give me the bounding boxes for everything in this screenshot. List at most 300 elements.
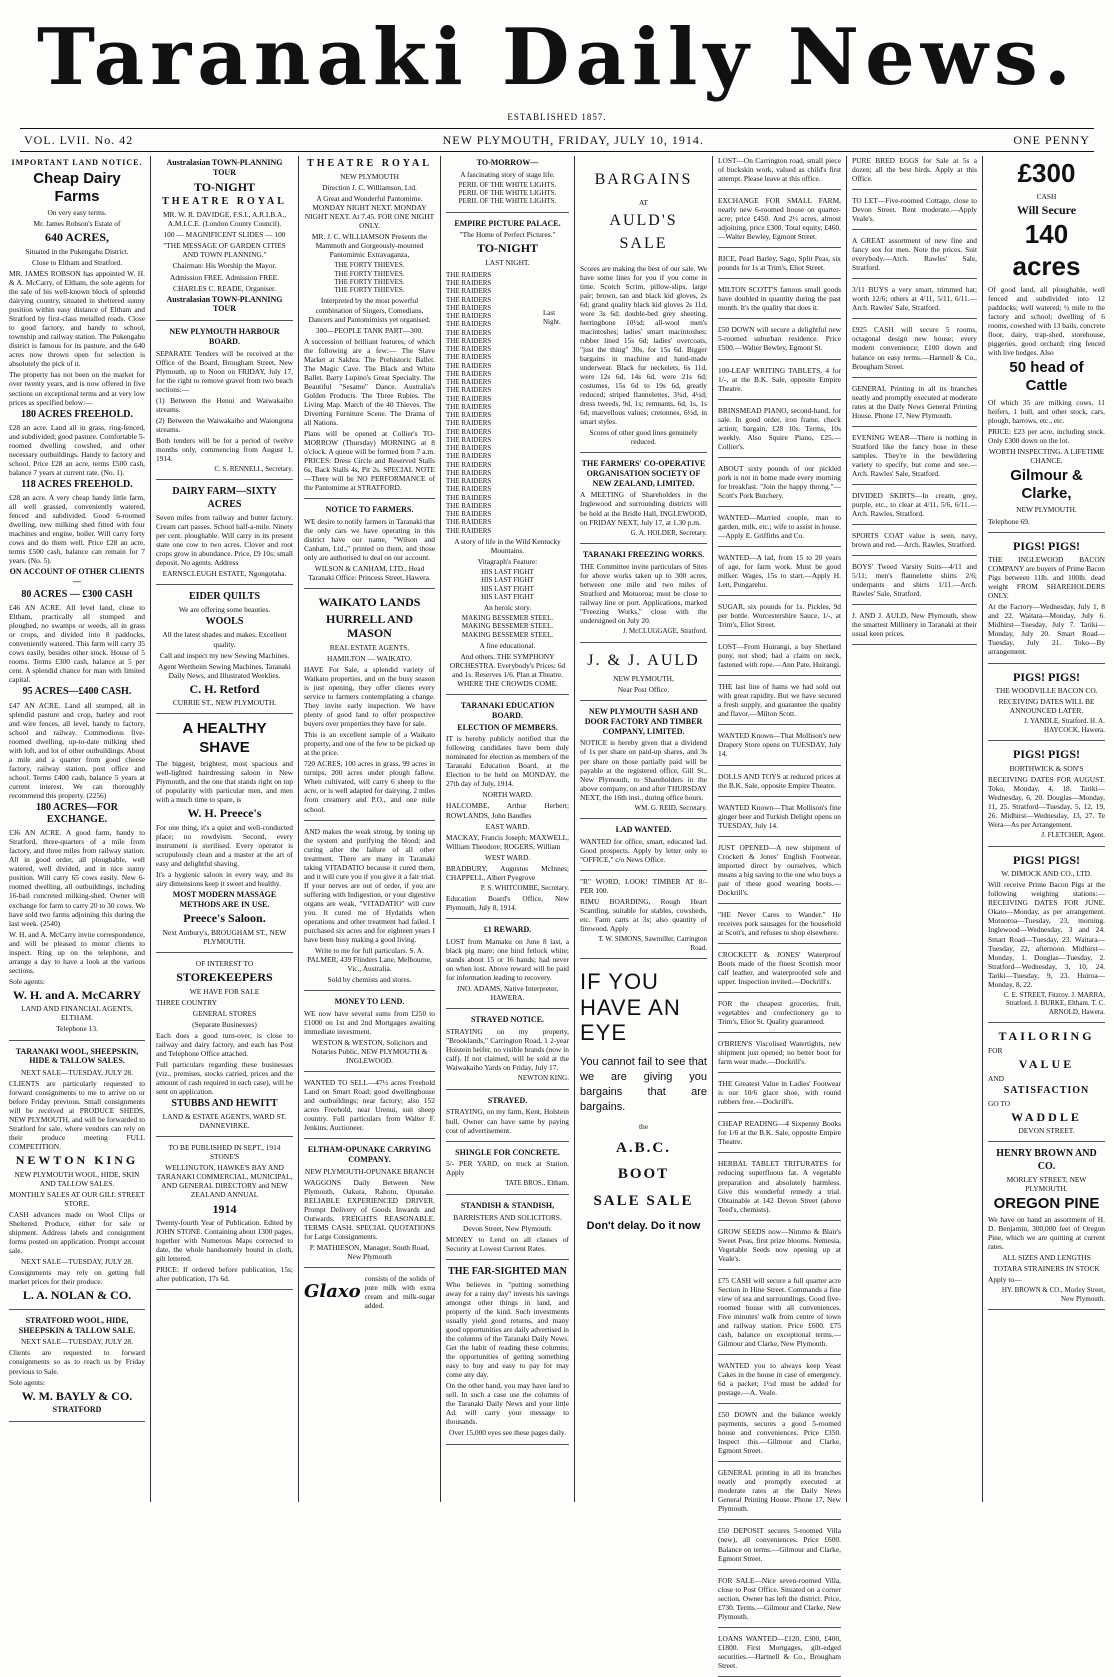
ward-name: WEST WARD. [484, 852, 531, 862]
list-item: THE RAIDERS [446, 295, 492, 304]
ad-text: DEVON STREET. [1018, 1126, 1075, 1136]
ad-text: "THE MESSAGE OF GARDEN CITIES AND TOWN PLANNING." [163, 241, 286, 260]
classified-ad [718, 513, 841, 547]
ad-text: Close to Eltham and Stratford. [31, 258, 123, 268]
ad-text: "HE Never Cares to Wander." He receives pork sausages for the household at Scott's, and refuses to shop elsewhere. [718, 909, 841, 937]
ad-heading: ELECTION OF MEMBERS. [457, 722, 558, 732]
ad-text: NEW PLYMOUTH. [1016, 505, 1077, 515]
tomorrow-ad [446, 158, 569, 213]
lot-heading: ON ACCOUNT OF OTHER CLIENTS— [9, 567, 145, 587]
classified-ad [852, 236, 977, 279]
ad-slogan: Don't delay. Do it now [586, 1219, 701, 1232]
ad-title: AULD'S [609, 211, 678, 229]
list-item: PERIL OF THE WHITE LIGHTS. [458, 197, 557, 206]
ad-text: LOST from Mamaku on June 8 last, a black pig mare; one hind fetlock white; stands about 15 or 16 hands; had never on when lost. Above reward will be paid for information leading to recovery. [446, 937, 569, 983]
ad-text: FOR SALE—Nice seven-roomed Villa, close to Post Office. Situated on a corner section. Owner has left the district. Price, £730. Terms.—Gilmour and Clarke, New Plymouth. [718, 1575, 841, 1621]
sash-factory-notice [580, 707, 707, 819]
classified-ad [718, 196, 841, 248]
woodville-pigs-ad [988, 670, 1105, 742]
classified-ad [718, 1361, 841, 1404]
preece-shave-ad [156, 720, 293, 953]
thieves-list [304, 261, 435, 294]
ad-text: 300—PEOPLE TANK PART—300. [315, 325, 424, 335]
lot-heading: 118 ACRES FREEHOLD. [21, 478, 133, 490]
classified-ad [718, 406, 841, 458]
ad-title: 1914 [212, 1201, 237, 1216]
retford-ad [156, 591, 293, 714]
ad-text: GROW SEEDS now—Nimmo & Blair's Sweet Peas, first prize blooms. Nemesia, Vegetable Seeds now opening up at Veale's. [718, 1226, 841, 1263]
ad-title: BARGAINS [594, 171, 693, 188]
ad-text: THREE COUNTRY [156, 997, 217, 1007]
ad-heading: THE FARMERS' CO-OPERATIVE ORGANISATION SOCIETY OF NEW ZEALAND, LIMITED. [581, 459, 706, 488]
ad-signature: EARNSCLEUGH ESTATE, Ngongotaha. [162, 569, 287, 579]
ad-signature: WILSON & CANHAM, LTD., Head Taranaki Office: Princess Street, Hawera. [308, 564, 431, 583]
ad-text: MR. JAMES ROBSON has appointed W. H. & A. McCarry, of Eltham, the sole agents for the sale of his well-known block of splendid dairying country, situated in sheltered sunny position within easy distance of Eltham and Stratford by first-class metalled roads. Close to good factory, and handy to school, township and railway station. The Pukengahu district is famous for its pasture, and the 640 acres now thrown open for selection is absolutely the pick of it. [9, 269, 145, 369]
eye-headline [580, 969, 707, 1045]
ad-heading: STRAYED. [487, 1095, 528, 1105]
dairy-farms-ad [9, 158, 145, 1041]
ad-heading: TO-MORROW— [476, 158, 539, 167]
raiders-side-note: Last Night. [543, 308, 561, 326]
ad-text: AND [988, 1073, 1005, 1083]
classified-ad [718, 325, 841, 359]
ad-text: Situated in the Pukengahu District. [25, 247, 129, 257]
ad-text: GENERAL Printing in all its branches neatly and promptly executed at moderate rates at the Daily News General Printing House. Phone 17, New Plymouth. [852, 383, 977, 420]
columns [4, 156, 1110, 1670]
ad-text: £925 CASH will secure 5 rooms, octagonal design new house; every modern convenience; £100 down and balance on easy terms.—Hartnell & Co., Brougham Street. [852, 325, 977, 371]
ad-text: Scores are making the best of our sale. We have some lines for you if you come in time. Scotch Scrim, pillow-slips, large pair; brown, tan and black kid gloves, 2s 6d; grand quality black kid gloves 2s 11d, were 3s 6d; double-bed grey sheeting, herringbone 10½d; all-wool men's macintoshes; ladies' smart macintoshes; rubber lined 15s 6d; ladies' overcoats, "just the thing" 30s, for 15s 6d. Bigger bargains in machine and hand-made underwear. Black fur neckelets, 6s 11d, were 12s 6d, 14s 6d, were 21s 6d; costumes, 15s 6d to 19s 6d, greatly reduced; striped flannelettes, 3¾d, 4½d; dress tweeds, 9d, 1s; remnants, 6d, 1s, 1s 6d; marvellous values; cretonnes, 6½d, in smart styles. [580, 263, 707, 427]
list-item: THE RAIDERS [446, 312, 492, 321]
ad-signature: P. MATHIESON, Manager, South Road, New Plymouth [309, 1242, 430, 1261]
ad-text: PRICE: If ordered before publication, 15s; after publication, 17s 6d. [156, 1265, 293, 1284]
directory-ad [156, 1143, 293, 1290]
ad-text: LAST NIGHT. [485, 257, 530, 267]
ad-heading: MONEY TO LEND. [334, 997, 405, 1007]
list-item: THE RAIDERS [446, 353, 492, 362]
ad-text: Twenty-fourth Year of Publication. Edited by JOHN STONE. Containing about 1300 pages, together with Numerous Maps corrected to date, the whole handsomely bound in cloth, gilt lettered. [156, 1218, 293, 1264]
column-5 [574, 156, 712, 1502]
ad-text: MR. J. C. WILLIAMSON Presents the Mammoth and Gorgeously-mounted Pantomimic Extravaganza, [311, 232, 428, 260]
classified-ad [718, 1039, 841, 1073]
ad-text: Scores of other good lines genuinely reduced. [589, 428, 698, 447]
classified-ad [852, 531, 977, 556]
ad-text: SPORTS COAT value is seen, navy, brown and red.—Arch. Rawles, Stratford. [852, 530, 977, 549]
ad-text: ABOUT sixty pounds of our pickled pork is not in home made every morning for breakfast. "Join the happy throng."—Scott's Pork Butchery. [718, 463, 841, 500]
venue-name: THEATRE ROYAL [162, 196, 287, 208]
ad-signature: J. McCLUGGAGE, Stratford. [622, 627, 707, 636]
agent-name: HURRELL AND MASON [325, 611, 414, 641]
ad-heading: TARANAKI FREEZING WORKS. [582, 550, 705, 560]
ad-text: IT is hereby publicly notified that the following candidates have been duly nominated for election as members of the Taranaki Education Board, at the Election to be held on MONDAY, the 27th day of July, 1914. [446, 734, 569, 789]
ad-title: SALE SALE [593, 1192, 694, 1209]
list-item: HIS LAST FIGHT [481, 584, 534, 593]
ad-text: Both tenders will be for a period of twelve months only, commencing from August 1, 1914. [156, 435, 293, 463]
ad-text: (2) Between the Waiwakaiho and Waiongona streams. [156, 415, 293, 434]
ad-heading: Australasian TOWN-PLANNING TOUR [166, 294, 283, 314]
ad-text: CASH advances made on Wool Clips or Sheltered Produce, either for sale or shipment. Address labels and consignment forms posted on application. Prompt account sale. [9, 1210, 145, 1256]
ad-text: STRAYING on my property, "Brooklands," Carrington Road, 1 2-year Hoistein heifer, no visible brands (now in calf). If not claimed, will be sold at the Waiwakaiho Yards on Friday, July 17. [446, 1027, 569, 1073]
ad-text: Sold by chemists and stores. [327, 975, 412, 985]
ad-text: 3/11 BUYS a very smart, trimmed hat; worth 12/6; others at 4/11, 5/11, 6/11.—Arch. Rawles' Sale, Stratford. [852, 285, 977, 313]
list-item: THE RAIDERS [446, 378, 492, 387]
perils-list [446, 181, 569, 206]
ad-text: ALL SIZES AND LENGTHS [1002, 1253, 1091, 1263]
ad-text: (1) Between the Henui and Waiwakaiho streams. [156, 395, 293, 414]
ad-text: BOYS' Tweed Varsity Suits—4/11 and 5/11; men's flannelette shirts 2/6; underpants and shirts 1/11.—Arch. Rawles' Sale, Stratford. [852, 562, 977, 599]
list-item: PERIL OF THE WHITE LIGHTS. [458, 189, 557, 198]
ad-text: The property has not been on the market for over twenty years, and is now offered in five sections on exceptional terms and at very low prices as specified below:— [9, 370, 145, 407]
ad-text: Full particulars regarding these businesses (viz., premises, stocks carried, prices and the amount of cash required in each case), will be sent on application. [156, 1059, 293, 1097]
ad-text: CASH [1036, 191, 1057, 201]
list-item: THE FORTY THIEVES. [334, 269, 405, 278]
ad-heading: STANDISH & STANDISH, [460, 1200, 555, 1210]
classified-ad [718, 1468, 841, 1520]
ad-text: LOANS WANTED—£120, £300, £400, £1800. First Mortgages, gilt-edged securities.—Hartnell & Co., Brougham Street. [718, 1633, 841, 1670]
ad-title: PIGS! PIGS! [1012, 852, 1080, 867]
ad-text: WORTH INSPECTING. A LIFETIME CHANCE. [988, 446, 1105, 465]
ad-text: NEW PLYMOUTH [340, 172, 399, 182]
list-item: HIS LAST FIGHT [481, 568, 534, 577]
place-date: NEW PLYMOUTH, FRIDAY, JULY 10, 1914. [442, 132, 704, 147]
agent-name: NEWTON KING [15, 1153, 139, 1168]
ad-heading: WOOLS [205, 616, 244, 628]
classified-ad [718, 1227, 841, 1270]
classified-ad [718, 1079, 841, 1113]
column-4 [440, 156, 574, 1502]
ad-text: Clients are requested to forward consignments so as to reach us by Friday previous to Sale. [9, 1348, 145, 1376]
list-item: THE RAIDERS [446, 468, 492, 477]
ad-text: LOST—On Carrington road, small piece of buckskin work, valued as child's first attempt. Please leave at this office. [718, 156, 841, 184]
ad-signature: C. E. STREET, Fitzroy. J. MARRA, Stratford. J. BURKE, Eltham. T. C. ARNOLD, Hawera. [1003, 990, 1105, 1016]
ad-heading: NEW PLYMOUTH SASH AND DOOR FACTORY AND TIMBER COMPANY, LIMITED. [584, 707, 703, 736]
column-7 [846, 156, 982, 1502]
empire-pictures-ad [446, 219, 569, 695]
ad-text: NOTICE is hereby given that a dividend of 1s per share on paid-up shares, and 3s per share on those partially paid will be payable at the registered office, Gill St., New Plymouth, to Shareholders in the above company, on and after THURSDAY NEXT, the 16th inst., during office hours. [580, 738, 707, 802]
list-item: THE RAIDERS [446, 394, 492, 403]
ad-text: FOR [988, 1045, 1003, 1055]
ad-heading: Australasian TOWN-PLANNING TOUR [166, 158, 283, 177]
education-board-notice [446, 701, 569, 919]
ad-text: PRICE: £23 per acre, including stock. Only £300 down on the lot. [988, 426, 1105, 445]
ad-text: Education Board's Office, New Plymouth, July 8, 1914. [446, 894, 569, 913]
reward-notice [446, 925, 569, 1009]
ad-signature: TATE BROS., Eltham. [505, 1179, 569, 1188]
agent-name: W. M. BAYLY & CO. [21, 1388, 133, 1403]
list-item: MAKING BESSEMER STEEL. [461, 630, 554, 639]
ad-heading: SHINGLE FOR CONCRETE. [455, 1147, 560, 1157]
ad-heading: STRAYED NOTICE. [470, 1015, 545, 1025]
classified-ad [718, 803, 841, 837]
classified-ad [718, 1576, 841, 1628]
ad-text: 720 ACRES, 100 acres in grass, 99 acres in turnips, 200 acres under plough fallow. When cultivated, will carry 6 sheep to the acre, or is well adapted for dairying. 2 miles from creamery and P.O., and one mile school. [304, 759, 435, 814]
ad-title: TO-NIGHT [476, 241, 539, 256]
classified-ad [718, 1159, 841, 1220]
ad-text: BRADBURY, Augustus McInnes; CHAPPELL, Albert Pyegrove [446, 863, 569, 882]
ad-text: RECEIVING DATES WILL BE ANNOUNCED LATER. [998, 697, 1095, 716]
classified-ad [718, 950, 841, 993]
newspaper-title: Taranaki Daily News. [37, 12, 1077, 103]
ad-text: A succession of brilliant features, of which the following are a few:— The Slave Market at Sakhra. The Prehistoric Ballet. The Magic Cave. The Black and White Ballet. Barry Lupino's Great Specialty. The Beautiful "Sesame" Dance. Australia's Golden Products. The Three Rubies. The Living Map. March of the 40 Thieves. The Diverting Furniture Scene. The Drama of all Nations. [304, 336, 435, 427]
ad-text: Telephone 13. [56, 1024, 98, 1034]
eye-line: HAVE AN [580, 994, 681, 1020]
ad-title: BOOT [617, 1166, 670, 1183]
ad-title: PIGS! PIGS! [1012, 747, 1080, 762]
ad-text: Write to me for full particulars. S. A. PALMER, 439 Flinders Lane, Melbourne, Vic., Australia. [307, 945, 432, 973]
ad-signature: P. S. WHITCOMBE, Secretary. [480, 883, 569, 892]
ad-text: Direction J. C. Williamson, Ltd. [322, 183, 417, 193]
ad-text: WANTED you to always keep Yeast Cakes in the house in case of emergency. 6d a packet; 1½d must be added for postage.—A. Veale. [718, 1361, 841, 1398]
classified-ad [852, 562, 977, 605]
ad-text: WE desire to notify farmers in Taranaki that the only cars we have operating in this district have our name, "Wilson and Canham, Ltd.," printed on them, and those only are authorised to deal on our account. [304, 516, 435, 562]
agent-name: Gilmour & Clarke, [1010, 466, 1083, 503]
ad-text: HERBAL TABLET TRITURATES for reducing superfluous fat. A vegetable preparation and absolutely harmless. Give this wonderful remedy a trial. Obtainable at 142 Devon Street (above Teed's, chemists). [718, 1159, 841, 1214]
ad-text: Near Post Office. [617, 685, 670, 695]
lot-heading: 95 ACRES—£400 CASH. [22, 686, 132, 698]
column-3 [298, 156, 440, 1502]
ad-text: 100-LEAF WRITING TABLETS, 4 for 1/-, at the B.K. Sale, opposite Empire Theatre. [718, 365, 841, 393]
ad-text: WANTED—Married couple, man to garden, milk, etc.; wife to assist in house.—Apply E. Griffiths and Co. [718, 512, 841, 540]
ad-signature: WESTON & WESTON, Solicitors and Notaries Public, NEW PLYMOUTH & INGLEWOOD. [311, 1037, 428, 1065]
ad-signature: T. W. SIMONS, Sawmiller, Carrington Road. [598, 935, 707, 952]
ad-heading: NEW PLYMOUTH HARBOUR BOARD. [169, 327, 280, 346]
shingle-ad [446, 1148, 569, 1195]
classified-ad [718, 772, 841, 797]
ad-text: £28 an acre. Land all in grass, ring-fenced, and subdivided; good pasture. Comfortable 5-roomed dwelling cowshed, and other necessary outbuildings. Handy to factory and school. Price £28 an acre, terms £500 cash, balance 7 years at current rate. (No. 1). [9, 422, 145, 477]
classified-ad [718, 731, 841, 765]
list-item: THE RAIDERS [446, 328, 492, 337]
ad-signature: J. FLETCHER, Agent. [1041, 831, 1105, 840]
classifieds-list [718, 156, 841, 1677]
ad-text: OF INTEREST TO [195, 959, 254, 969]
ad-text: And others. THE SYMPHONY ORCHESTRA. Everybody's Prices: 6d and 1s. Reserves 1/6. Plan at Theatre. WHERE THE CROWDS COME. [449, 651, 566, 688]
gilmour-clarke-ad [988, 158, 1105, 533]
ad-text: DIVIDED SKIRTS—In cream, grey, purple, etc., to clear at 4/11, 5/6, 6/11.—Arch. Rawles, Stratford. [852, 490, 977, 518]
ad-text: MONEY to Lend on all classes of Security at Lowest Current Rates. [446, 1234, 569, 1253]
agent-name: W. H. and A. McCARRY [12, 987, 142, 1002]
classified-ad [852, 285, 977, 319]
ad-text: Sole agents: [9, 1377, 45, 1387]
ad-text: £50 DEPOSIT secures 5-roomed Villa (new), all conveniences. Price £600. Balance on terms.—Gilmour and Clarke, Egmont Street. [718, 1526, 841, 1563]
ad-text: This is an excellent sample of a Waikato property, and one of the few to be picked up at the price. [304, 730, 435, 758]
ad-text: CURRIE ST., NEW PLYMOUTH. [172, 698, 277, 708]
ad-text: You cannot fail to see that we are giving you bargains that are bargains. [580, 1056, 707, 1113]
ad-title: THE FAR-SIGHTED MAN [448, 1265, 567, 1277]
list-item: THE RAIDERS [446, 427, 492, 436]
ad-text: W. H. and A. McCarry invite correspondence, and will be pleased to motor clients to inspect. Ring up on the telephone, and arrange a day to have a look at the various sections. [9, 929, 145, 975]
classified-ad [718, 602, 841, 636]
lot-heading: 80 ACRES — £300 CASH [21, 588, 133, 600]
classified-ad [718, 366, 841, 400]
ad-text: Plans will be opened at Collier's TO-MORROW (Thursday) MORNING at 8 o'clock. A queue will be formed from 7 a.m. PRICES: Dress Circle and Reserved Stalls 6s, Back Stalls 4s, Pit 2s. SPECIAL NOTE—There will be NO PERFORMANCE of the Pantomime at STRATFORD. [304, 428, 435, 493]
ad-title: SATISFACTION [1003, 1084, 1090, 1096]
ad-text: CHARLES C. READE, Organiser. [173, 283, 276, 293]
ad-text: MACKAY, Francis Joseph; MAXWELL, William Theodore; ROGERS, William [446, 832, 569, 851]
classified-ad [852, 491, 977, 525]
ad-title: STOREKEEPERS [176, 970, 273, 985]
ad-text: Sole agents: [9, 976, 45, 986]
list-item: THE RAIDERS [446, 419, 492, 428]
list-item: THE RAIDERS [446, 402, 492, 411]
ad-signature: C. S. RENNELL, Secretary. [214, 464, 293, 473]
wool-sales-ad [9, 1047, 145, 1310]
ad-text: £47 AN ACRE. Land all stumped, all in splendid pasture and crop, barley and root and wire fences, all level, handy to factory, school and railway. Commodious five-roomed dwelling, up-to-date milking shed with loft, and lot of other outbuildings. About a mile and a quarter from good cheese factory, railway station, post office and school. Terms £400 cash, balance 5 years at current interest. We can thoroughly recommend this property. (2256) [9, 700, 145, 800]
ad-text: Who believes in "putting something away for a rainy day" invests his savings amongst other things in land, and property of the kind. Such investments usually yield good returns, and many good opportunities are daily advertised in the columns of the Taranaki Daily News. Get the habit of reading these columns; the opportunities of getting something easy to buy and easy to pay for may come any day. [446, 1279, 569, 1380]
issue-price: ONE PENNY [1013, 132, 1090, 147]
ad-heading: ELTHAM-OPUNAKE CARRYING COMPANY. [307, 1145, 432, 1164]
venue-name: EMPIRE PICTURE PALACE. [454, 218, 561, 228]
classified-ad [852, 433, 977, 485]
venue-name: THEATRE ROYAL [307, 158, 432, 169]
list-item: HIS LAST FIGHT [481, 592, 534, 601]
ad-text: It's a hygienic saloon in every way, and its airy dimensions keep it sweet and healthy. [156, 869, 293, 888]
ad-text: BARRISTERS AND SOLICITORS. [453, 1212, 562, 1222]
ad-text: TOTARA STRAINERS IN STOCK [993, 1264, 1100, 1274]
ad-heading: MOST MODERN MASSAGE METHODS ARE IN USE. [172, 889, 277, 909]
list-item: THE RAIDERS [446, 361, 492, 370]
ad-text: consists of the solids of pure milk with extra cream and milk-sugar added. [364, 1274, 435, 1311]
ad-text: WANTED for office, smart, educated lad. Good prospects. Apply by letter only to "OFFICE," c/o News Office. [580, 836, 707, 864]
list-item: THE FORTY THIEVES. [334, 286, 405, 295]
ad-text: GENERAL STORES [192, 1008, 257, 1018]
ad-text: A story of life in the Wild Kentucky Mountains. [454, 536, 561, 555]
ad-text: 100 — MAGNIFICENT SLIDES — 100 [163, 230, 286, 240]
vitadatio-ad [304, 827, 435, 992]
ad-text: Of which 35 are milking cows, 11 heifers, 1 bull, and other stock, cars, plough, harrows, etc., etc. [988, 397, 1105, 425]
classified-ad [718, 156, 841, 190]
money-to-lend-ad [304, 997, 435, 1072]
ad-text: O'BRIEN'S Viscolised Watertights, new shipment just opened; no better boot for farm wear made.—Dockrill's. [718, 1039, 841, 1067]
lot-heading: 180 ACRES FREEHOLD. [21, 408, 133, 420]
list-item: THE FORTY THIEVES. [334, 261, 405, 270]
column-2 [150, 156, 298, 1502]
classified-ad [718, 999, 841, 1033]
wanted-to-sell-ad [304, 1078, 435, 1139]
list-item: THE RAIDERS [446, 279, 492, 288]
ad-text: £50 DOWN will secure a delightful new 5-roomed suburban residence. Price £500.—Walter Bewley, Egmont St. [718, 325, 841, 353]
agent-town: STRATFORD [52, 1405, 102, 1415]
ad-text: GO TO [988, 1098, 1011, 1108]
ad-text: JUST OPENED—A new shipment of Crockett & Jones' English Footwear, imported direct by ourselves, which means a big saving to the one who buys a pair of these good wearing boots.—Dockrill's. [718, 842, 841, 897]
dimock-pigs-ad [988, 853, 1105, 1024]
ad-text: For one thing, it's a quiet and well-conducted place; no rowdyism. Second, every instrument is sterilised. Every operator is scrupulously clean and a master at the art of easy and delightful shaving. [156, 822, 293, 868]
ad-text: A fascinating story of stage life. [460, 169, 555, 179]
list-item: THE RAIDERS [446, 452, 492, 461]
ad-text: WE now have several sums from £250 to £1000 on 1st and 2nd Mortgages awaiting immediate investment. [304, 1008, 435, 1036]
list-item: THE RAIDERS [446, 460, 492, 469]
classified-ad [718, 1634, 841, 1677]
ad-title: WAIKATO LANDS [318, 595, 421, 610]
harbour-board-ad [156, 327, 293, 480]
classified-ad [852, 156, 977, 190]
auld-sale-ad [580, 170, 707, 453]
list-item: THE RAIDERS [446, 493, 492, 502]
ad-text: Seven miles from railway and butter factory. Cream cart passes. School half-a-mile. Ninety per cent. ploughable. Will carry in its present state one cow to two acres. Clover and root crops grow in abundance. Price, £9 10s; small deposit. No agents. Address [156, 512, 293, 567]
ad-text: FOR the cheapest groceries, fruit, vegetables and confectionery go to Trim's, Eliot St. Quality guaranteed. [718, 999, 841, 1027]
ad-text: WANTED Known—That Mollison's fine ginger beer and Turkish Delight opens on TUESDAY, July 14. [718, 802, 841, 830]
ad-signature: NEWTON KING. [517, 1074, 569, 1083]
ad-text: On the other hand, you may have land to sell. In such a case use the columns of the Taranaki Daily News and your little Ad. will carry your message to thousands. [446, 1381, 569, 1427]
classifieds-list [852, 156, 977, 605]
list-item: THE RAIDERS [446, 518, 492, 527]
classified-ad [852, 196, 977, 230]
ad-text: W. DIMOCK AND CO., LTD. [1001, 869, 1092, 879]
ad-text: EXCHANGE FOR SMALL FARM, nearly new 6-roomed house on quarter-acre; price £450. And 2½ acres, almost adjoining, price £300. Total equity, £460.—Walter Bewley, Egmont Street. [718, 196, 841, 242]
agent-name: C. H. Retford [189, 681, 260, 696]
dateline [20, 128, 1094, 152]
classified-ad [718, 464, 841, 507]
auld-address-ad [580, 651, 707, 702]
ad-text: Call and inspect my new Sewing Machines. [159, 650, 290, 660]
standish-ad [446, 1201, 569, 1260]
waddle-tailoring-ad [988, 1029, 1105, 1142]
ad-text: TO LET—Five-roomed Cottage, close to Devon Street. Rent moderate.—Apply Veale's. [852, 196, 977, 224]
ad-title: A HEALTHY SHAVE [182, 720, 267, 756]
ad-text: NEW PLYMOUTH, [613, 674, 674, 684]
ad-text: £50 DOWN and the balance weekly payments, secures a good 5-roomed house and conveniences. Price £350. Inspect this.—Gilmour and Clarke, Egmont Street. [718, 1410, 841, 1456]
ad-text: Telephone 69. [988, 516, 1030, 526]
agent-name: L. A. NOLAN & CO. [22, 1288, 132, 1303]
strayed-bull-notice [446, 1096, 569, 1142]
ad-text: Of good land, all ploughable, well fenced and subdivided into 12 paddocks; well watered; ½ mile to the factory and school; dwelling of 6 rooms, cowshed with 13 bails, concrete floor, dairy, trap-shed, storehouse, piggeries, good orchard; ring fenced with live hedges. Also [988, 284, 1105, 358]
list-item: THE RAIDERS [446, 526, 492, 535]
theatre-royal-ad [304, 158, 435, 499]
ad-text: Interpreted by the most powerful combination of Singers, Comedians, Dancers and Pantomimists yet organised. [308, 296, 431, 324]
classified-ad [718, 843, 841, 904]
ad-text: SEPARATE Tenders will be received at the Office of the Board, Brougham Street, New Plymouth, up to Noon on FRIDAY, July 17, for the right to remove gravel from two beach sections:— [156, 348, 293, 394]
far-sighted-ad [446, 1266, 569, 1445]
raiders-list [446, 271, 543, 535]
ad-text: BORTHWICK & SON'S [1009, 763, 1084, 773]
ad-text: 5/- PER YARD, on truck at Station. Apply [446, 1159, 569, 1178]
ad-title: £300 [1017, 158, 1076, 188]
ad-text: RECEIVING DATES FOR AUGUST. Toko, Monday, 4, 18. Tariki—Wednesday, 6, 20. Douglas—Monday, 11, 25. Stratford—Tuesday, 5, 12, 19, 26. Midhirst—Wednesday, 13, 27. Te Wera—As per Arrangement. [988, 774, 1105, 830]
ad-text: MORLEY STREET, NEW PLYMOUTH. [1006, 1174, 1087, 1193]
list-item: THE RAIDERS [446, 320, 492, 329]
classified-ad [718, 910, 841, 944]
ad-title: PIGS! PIGS! [1012, 669, 1080, 684]
ad-text: NEW PLYMOUTH-OPUNAKE BRANCH [304, 1166, 435, 1176]
ad-heading: STRATFORD WOOL, HIDE, SHEEPSKIN & TALLOW SALE. [18, 1315, 136, 1335]
ad-text: £75 CASH will secure a full quarter acre Section in Hine Street. Commands a fine view of sea and surroundings. Good five-roomed house with all conveniences. Five minutes' walk from centre of town and railway station. Price £600. £75 cash, balance on exceptional terms.—Gilmour and Clarke, New Plymouth. [718, 1275, 841, 1348]
agent-name: J. & J. AULD [587, 651, 700, 669]
ad-text: A MEETING of Shareholders in the Inglewood and surrounding districts will be held at the Bridle Hall, INGLEWOOD, on FRIDAY NEXT, July 17, at 1.30 p.m. [580, 490, 707, 527]
abc-boot-sale-ad [580, 969, 707, 1233]
ad-title: OREGON PINE [993, 1194, 1100, 1212]
list-item: THE RAIDERS [446, 435, 492, 444]
classified-ad [718, 1410, 841, 1462]
ad-text: BRINSMEAD PIANO, second-hand, for sale. In good order, iron frame, check action; bargain, £28 10s. Terms, 10s weekly. Also Squire Piano, £25.—Collier's. [718, 405, 841, 451]
list-item: PERIL OF THE WHITE LIGHTS. [458, 180, 557, 189]
ad-text: WANTED TO SELL—47½ acres Freehold Land on Smart Road; good dwellinghouse and outbuildings; near factory; also 152 acres Freehold, near Urenui, suit sheep country. Full particulars from Walter F. Jenkins, Auctioneer. [304, 1078, 435, 1133]
glaxo-logo: Glaxo [304, 1281, 361, 1303]
ad-text: GENERAL printing in all its branches neatly and promptly executed at moderate rates at the Daily News General Printing House. Phone 17, New Plymouth. [718, 1468, 841, 1514]
ad-title: 140 acres [1012, 219, 1081, 282]
ad-text: £28 an acre. A very cheap handy little farm, all well grassed, conveniently watered, fenced and subdivided. Good 6-roomed dwelling, new milking shed fitted with four machines and engine, boiler. Will carry forty cows and do them well. Price £28 an acre, terms £500 cash, balance can remain for 7 years. (No. 5). [9, 493, 145, 566]
ad-text: At the Factory—Wednesday, July 1, 8 and 22. Waitara—Monday, July 6. Midhirst—Tuesday, July 7. Tariki—Monday, July 20. Smart Road—Tuesday, July 21. Toko—By arrangement. [988, 602, 1105, 657]
list-item: THE RAIDERS [446, 287, 492, 296]
ad-text: THE last line of hams we had sold out with great rapidity. But we have secured a fresh supply, and guarantee the quality and flavor.—Milton Scott. [718, 682, 841, 719]
ad-text: THE INGLEWOOD BACON COMPANY are buyers of Prime Bacon Pigs between 11lb. and 100lb. dead weight FROM SHAREHOLDERS ONLY. [988, 555, 1105, 601]
ad-text: A fine educational. [479, 640, 536, 650]
ad-text: On very easy terms. [47, 208, 107, 218]
ad-text: THE Committee invite particulars of Sites for above works taken up to 300 acres, between one mile and two miles of Stratford and Motuoroa; must be close to railway line or port. Applications, marked "Freezing Works," close with the undersigned on July 20. [580, 561, 707, 626]
ad-title: Cheap Dairy Farms [33, 169, 121, 206]
agent-name: STUBBS AND HEWITT [171, 1098, 278, 1110]
ad-text: Devon Street, New Plymouth. [463, 1223, 552, 1233]
auld-millinery-ad [852, 611, 977, 645]
ad-text: Will receive Prime Bacon Pigs at the following weighing stations:— RECEIVING DATES FOR JUNE. Okato—Monday, as per arrangement. Motuoroa—Tuesday, 23, morning. Inglewood—Wednesday, 3 and 24. Smart Road—Tuesday, 23. Waitara—Tuesday, 22, afternoon. Midhirst—Monday, 1. Douglas—Tuesday, 2. Stratford—Wednesday, 3, 10, 24. Tariki—Tuesday, 9, 23. Huiroa—Monday, 8, 22. [988, 880, 1105, 989]
ad-signature: WM. G. REID, Secretary. [634, 803, 707, 812]
